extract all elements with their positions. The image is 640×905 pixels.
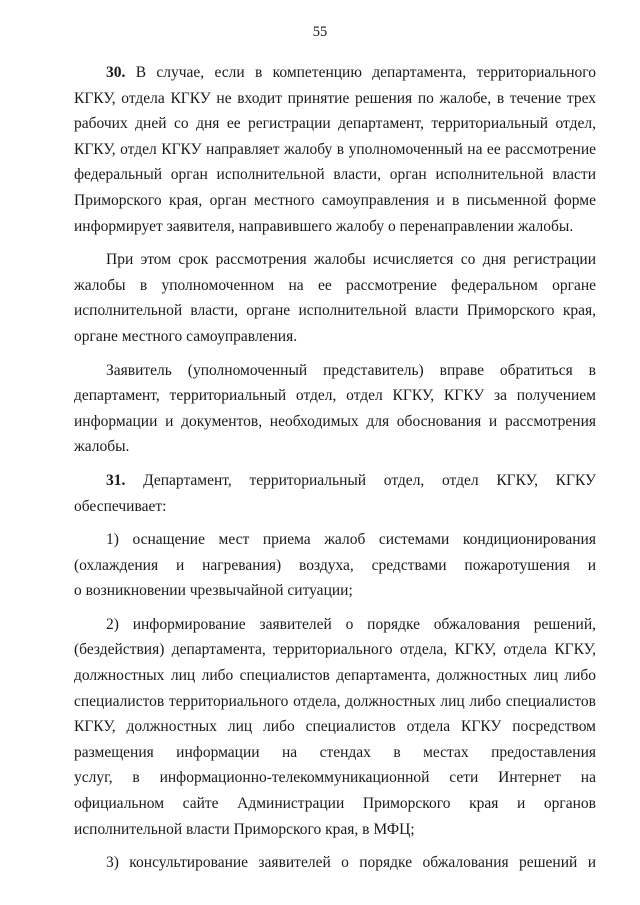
text-line: КГКУ, должностных лиц либо специалистов отдела КГКУ посредством [74,718,596,736]
text-line: жалобы в уполномоченном на ее рассмотрение федеральном органе [74,276,596,294]
list-item-1 [74,527,596,604]
text-line: специалистов территориального отдела, должностных лиц либо специалистов [74,692,596,710]
text-line: официальном сайте Администрации Приморского края и органов [74,795,596,813]
text-line [74,468,596,494]
text-line: При этом срок рассмотрения жалобы исчисляется со дня регистрации [106,251,596,269]
paragraph-applicant-right [74,358,596,460]
text-line: информирует заявителя, направившего жалобу о перенаправлении жалобы. [74,217,574,235]
text-line: органе местного самоуправления. [74,327,298,345]
text-line: департамент, территориальный отдел, отдел КГКУ, КГКУ за получением [74,387,596,405]
list-item-3 [74,850,596,876]
text-line: о возникновении чрезвычайной ситуации; [74,582,353,600]
text-line: услуг, в информационно-телекоммуникационной сети Интернет на [74,769,596,787]
text-line: 2) информирование заявителей о порядке обжалования решений, [106,615,596,633]
text-line: информации и документов, необходимых для обоснования и рассмотрения [74,412,596,430]
clause-number: 31. [106,471,126,489]
text-line: обеспечивает: [74,497,167,515]
paragraph-review-term [74,247,596,349]
text-line: рабочих дней со дня ее регистрации департамент, территориальный отдел, [74,115,596,133]
paragraph-30 [74,60,596,239]
text-line: должностных лиц либо специалистов департамента, должностных лиц либо [74,667,596,685]
text-line: 1) оснащение мест приема жалоб системами кондиционирования [106,531,596,549]
text-line: КГКУ, отдела КГКУ не входит принятие решения по жалобе, в течение трех [74,89,596,107]
text-run: В случае, если в компетенцию департамента, территориального [135,64,596,81]
text-line: (бездействия) департамента, территориального отдела, КГКУ, отдела КГКУ, [74,641,596,659]
text-line: Приморского края, орган местного самоуправления и в письменной форме [74,191,596,209]
page-number: 55 [312,24,328,40]
text-line: жалобы. [74,438,130,456]
text-line: КГКУ, отдел КГКУ направляет жалобу в уполномоченный на ее рассмотрение [74,140,596,158]
text-line [74,60,596,86]
paragraph-31 [74,468,596,519]
text-line: исполнительной власти Приморского края, в МФЦ; [74,820,415,838]
text-line: размещения информации на стендах в местах предоставления [74,743,596,761]
clause-number: 30. [106,64,126,81]
list-item-2 [74,612,596,842]
text-run: Департамент, территориальный отдел, отдел КГКУ, КГКУ [125,471,596,489]
document-body [74,60,596,884]
text-line: Заявитель (уполномоченный представитель) вправе обратиться в [106,361,596,379]
text-line: (охлаждения и нагревания) воздуха, средствами пожаротушения и [74,556,596,574]
text-line: 3) консультирование заявителей о порядке обжалования решений и [106,854,596,872]
text-line: федеральный орган исполнительной власти, орган исполнительной власти [74,166,596,184]
text-line: исполнительной власти, органе исполнительной власти Приморского края, [74,302,596,320]
